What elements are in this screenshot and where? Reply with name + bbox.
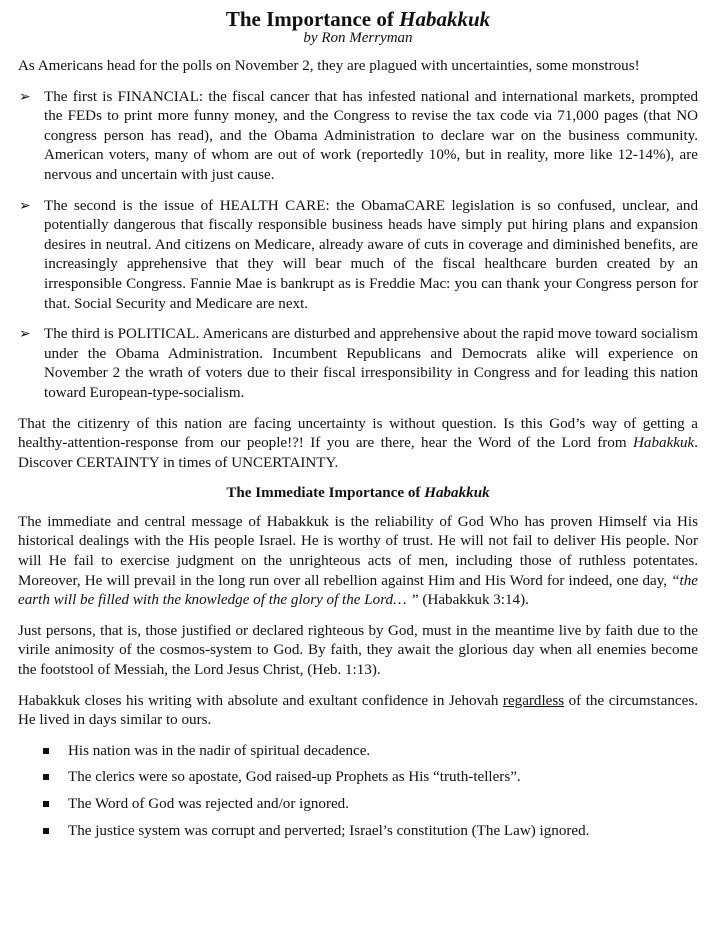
intro-paragraph: As Americans head for the polls on November 2, they are plagued with uncertainties, some monstrous! <box>18 58 640 74</box>
square-bullet-icon <box>43 748 49 754</box>
list-item: ➢ The first is FINANCIAL: the fiscal cancer that has infested national and international markets, prompted the FEDs to print more funny money, and the Congress to revise the tax code via 71,000 pages (that NO congress person has read), and the Obama Administration to declare war on the business community. American voters, many of whom are out of work (reportedly 10%, but in reality, more like 12-14%), are nervous and uncertain with just cause. <box>19 88 698 183</box>
document-page <box>18 8 698 848</box>
arrow-bullet-icon: ➢ <box>19 89 31 105</box>
title-book-name: Habakkuk <box>399 7 491 31</box>
list-item: ➢ The third is POLITICAL. Americans are disturbed and apprehensive about the rapid move toward socialism under the Obama Administration. Incumbent Republicans and Democrats alike will experience on November 2 the wrath of voters due to their fiscal irresponsibility in Congress and for leading this nation toward European-type-socialism. <box>19 326 698 401</box>
square-bullet-icon <box>43 828 49 834</box>
uncertainty-paragraph: That the citizenry of this nation are facing uncertainty is without question. Is this God’s way of getting a healthy-attention-response from our people!?! If you are there, hear the Word of the Lord from Habakkuk. Discover CERTAINTY in times of UNCERTAINTY. <box>18 415 698 471</box>
just-persons-paragraph: Just persons, that is, those justified or declared righteous by God, must in the meantime live by faith due to the virile animosity of the cosmos-system to God. By faith, they await the glorious day when all enemies become the footstool of Messiah, the Lord Jesus Christ, (Heb. 1:13). <box>18 622 698 679</box>
document-title: The Importance of Habakkuk <box>225 7 491 31</box>
square-bullet-icon <box>43 801 49 807</box>
list-item: The clerics were so apostate, God raised-up Prophets as His “truth-tellers”. <box>18 768 698 788</box>
list-item: The Word of God was rejected and/or ignored. <box>18 795 698 815</box>
list-item: His nation was in the nadir of spiritual decadence. <box>18 742 698 762</box>
arrow-bullet-icon: ➢ <box>19 198 31 214</box>
uncertainty-list <box>18 88 698 404</box>
arrow-bullet-icon: ➢ <box>19 327 31 343</box>
scripture-quote: “the earth will be filled with the knowledge of the glory of the Lord… ” <box>18 572 698 609</box>
section-heading: The Immediate Importance of Habakkuk <box>226 485 490 502</box>
list-item: The justice system was corrupt and perverted; Israel’s constitution (The Law) ignored. <box>18 822 698 842</box>
square-bullet-icon <box>43 774 49 780</box>
immediate-paragraph: The immediate and central message of Habakkuk is the reliability of God Who has proven Himself via His historical dealings with the His people Israel. He is worthy of trust. He will not fail to deliver His people. Nor will He fail to exercise judgment on the unrighteous acts of men, including those of ruthless potentates. Moreover, He will prevail in the long run over all rebellion against Him and His Word for indeed, one day, “the earth will be filled with the knowledge of the glory of the Lord… ” (Habakkuk 3:14). <box>18 513 698 609</box>
conditions-list <box>18 742 698 841</box>
list-item: ➢ The second is the issue of HEALTH CARE: the ObamaCARE legislation is so confused, unclear, and potentially dangerous that fiscally responsible business heads have simply put hiring plans and expansion desires in neutral. And citizens on Medicare, already aware of cuts in coverage and diminished benefits, are increasingly apprehensive that they will bear much of the fiscal healthcare burden created by an irresponsible Congress. Fannie Mae is bankrupt as is Freddie Mac: you can thank your Congress person for that. Social Security and Medicare are next. <box>19 197 698 312</box>
closing-paragraph: Habakkuk closes his writing with absolute and exultant confidence in Jehovah regardless of the circumstances. He lived in days similar to ours. <box>18 692 698 729</box>
byline: by Ron Merryman <box>303 30 413 46</box>
